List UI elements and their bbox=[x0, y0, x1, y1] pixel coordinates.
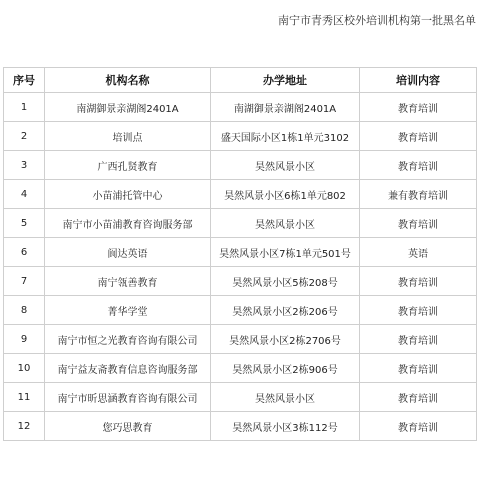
cell-address: 昊然风景小区 bbox=[211, 209, 360, 238]
cell-org-name: 培训点 bbox=[45, 122, 211, 151]
table-row bbox=[4, 354, 477, 383]
cell-number: 10 bbox=[4, 354, 45, 383]
cell-address: 昊然风景小区6栋1单元802 bbox=[211, 180, 360, 209]
cell-number: 5 bbox=[4, 209, 45, 238]
cell-address: 昊然风景小区2栋206号 bbox=[211, 296, 360, 325]
cell-training-content: 教育培训 bbox=[360, 122, 477, 151]
cell-address: 盛天国际小区1栋1单元3102 bbox=[211, 122, 360, 151]
cell-number: 11 bbox=[4, 383, 45, 412]
cell-number: 2 bbox=[4, 122, 45, 151]
cell-org-name: 阆达英语 bbox=[45, 238, 211, 267]
cell-training-content: 教育培训 bbox=[360, 325, 477, 354]
cell-number: 8 bbox=[4, 296, 45, 325]
cell-training-content: 教育培训 bbox=[360, 209, 477, 238]
cell-org-name: 南宁市昕思涵教育咨询有限公司 bbox=[45, 383, 211, 412]
cell-address: 昊然风景小区2栋906号 bbox=[211, 354, 360, 383]
cell-org-name: 您巧思教育 bbox=[45, 412, 211, 441]
cell-number: 6 bbox=[4, 238, 45, 267]
document-title: 南宁市青秀区校外培训机构第一批黑名单 bbox=[278, 14, 476, 27]
header-training-content: 培训内容 bbox=[360, 68, 477, 93]
cell-training-content: 教育培训 bbox=[360, 93, 477, 122]
cell-training-content: 教育培训 bbox=[360, 296, 477, 325]
cell-training-content: 兼有教育培训 bbox=[360, 180, 477, 209]
cell-org-name: 南宁瓴善教育 bbox=[45, 267, 211, 296]
header-address: 办学地址 bbox=[211, 68, 360, 93]
cell-address: 昊然风景小区 bbox=[211, 151, 360, 180]
blacklist-table bbox=[3, 67, 477, 441]
table-row bbox=[4, 267, 477, 296]
cell-org-name: 广西孔贤教育 bbox=[45, 151, 211, 180]
cell-address: 昊然风景小区 bbox=[211, 383, 360, 412]
table-row bbox=[4, 412, 477, 441]
header-number: 序号 bbox=[4, 68, 45, 93]
cell-training-content: 教育培训 bbox=[360, 151, 477, 180]
table-row bbox=[4, 325, 477, 354]
header-org-name: 机构名称 bbox=[45, 68, 211, 93]
table-row bbox=[4, 93, 477, 122]
table-row bbox=[4, 296, 477, 325]
table-row bbox=[4, 209, 477, 238]
cell-org-name: 南湖御景亲湖阁2401A bbox=[45, 93, 211, 122]
table-row bbox=[4, 238, 477, 267]
cell-org-name: 菁华学堂 bbox=[45, 296, 211, 325]
cell-address: 昊然风景小区7栋1单元501号 bbox=[211, 238, 360, 267]
cell-number: 12 bbox=[4, 412, 45, 441]
table-row bbox=[4, 383, 477, 412]
cell-training-content: 教育培训 bbox=[360, 383, 477, 412]
cell-org-name: 南宁益友斋教育信息咨询服务部 bbox=[45, 354, 211, 383]
cell-training-content: 英语 bbox=[360, 238, 477, 267]
cell-number: 3 bbox=[4, 151, 45, 180]
blacklist-table-container bbox=[3, 67, 476, 441]
cell-org-name: 南宁市恒之光教育咨询有限公司 bbox=[45, 325, 211, 354]
cell-address: 南湖御景亲湖阁2401A bbox=[211, 93, 360, 122]
cell-address: 昊然风景小区2栋2706号 bbox=[211, 325, 360, 354]
cell-training-content: 教育培训 bbox=[360, 267, 477, 296]
cell-number: 4 bbox=[4, 180, 45, 209]
table-header-row bbox=[4, 68, 477, 93]
cell-address: 昊然风景小区5栋208号 bbox=[211, 267, 360, 296]
cell-number: 7 bbox=[4, 267, 45, 296]
cell-number: 1 bbox=[4, 93, 45, 122]
cell-number: 9 bbox=[4, 325, 45, 354]
table-row bbox=[4, 122, 477, 151]
cell-org-name: 南宁市小苗浦教育咨询服务部 bbox=[45, 209, 211, 238]
cell-address: 昊然风景小区3栋112号 bbox=[211, 412, 360, 441]
cell-training-content: 教育培训 bbox=[360, 354, 477, 383]
cell-org-name: 小苗浦托管中心 bbox=[45, 180, 211, 209]
table-row bbox=[4, 180, 477, 209]
table-row bbox=[4, 151, 477, 180]
cell-training-content: 教育培训 bbox=[360, 412, 477, 441]
